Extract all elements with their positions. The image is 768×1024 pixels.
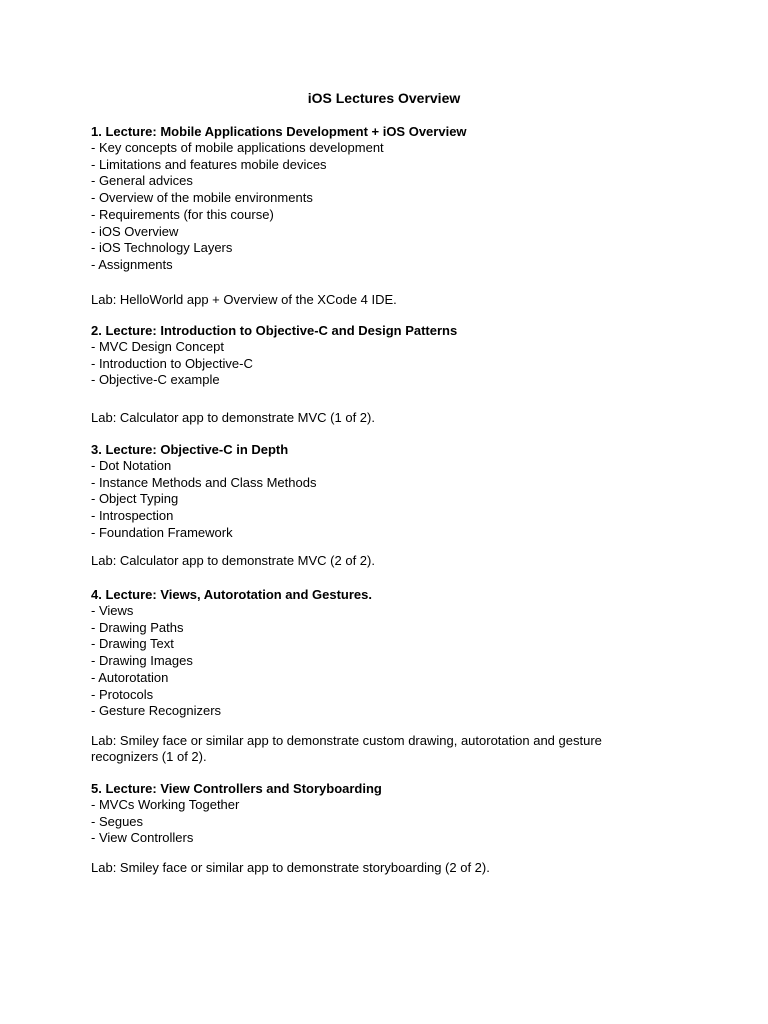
topic-item: - Protocols: [91, 686, 154, 702]
lecture-heading: 4. Lecture: Views, Autorotation and Gestures.: [91, 587, 373, 602]
topic-list: [91, 797, 691, 847]
topic-item: - Objective-C example: [91, 372, 220, 388]
lecture-heading: 3. Lecture: Objective-C in Depth: [91, 442, 289, 457]
topic-item: - Drawing Images: [91, 653, 193, 669]
topic-item: - Gesture Recognizers: [91, 703, 222, 719]
topic-item: - Views: [91, 603, 134, 618]
document-title: iOS Lectures Overview: [307, 90, 461, 106]
topic-item: - MVCs Working Together: [91, 797, 240, 812]
topic-item: - General advices: [91, 173, 193, 189]
topic-item: - Introspection: [91, 508, 174, 524]
lecture-1-section: [91, 123, 691, 274]
topic-item: - Assignments: [91, 256, 173, 272]
topic-list: [91, 339, 691, 389]
topic-list: [91, 603, 691, 720]
lab-note: Lab: Smiley face or similar app to demonstrate storyboarding (2 of 2).: [91, 860, 490, 875]
topic-item: - Requirements (for this course): [91, 206, 274, 222]
lab-note: Lab: HelloWorld app + Overview of the XCode 4 IDE.: [91, 292, 397, 307]
topic-item: - View Controllers: [91, 830, 194, 846]
topic-item: - Overview of the mobile environments: [91, 190, 313, 206]
lecture-2-section: [91, 322, 691, 389]
lecture-3-section: [91, 441, 691, 542]
topic-item: - Segues: [91, 813, 144, 829]
topic-item: - Autorotation: [91, 669, 169, 685]
topic-item: - Foundation Framework: [91, 524, 233, 540]
topic-item: - iOS Technology Layers: [91, 240, 233, 256]
topic-item: - MVC Design Concept: [91, 339, 224, 354]
topic-item: - Key concepts of mobile applications development: [91, 140, 384, 155]
topic-item: - Object Typing: [91, 491, 179, 507]
lab-note: Lab: Calculator app to demonstrate MVC (1 of 2).: [91, 410, 375, 425]
topic-item: - Instance Methods and Class Methods: [91, 474, 317, 490]
lecture-4-section: [91, 586, 691, 720]
topic-list: [91, 140, 691, 274]
lab-note: Lab: Smiley face or similar app to demonstrate custom drawing, autorotation and gesture recognizers (1 of 2).: [91, 733, 602, 764]
topic-item: - Dot Notation: [91, 458, 172, 473]
topic-item: - Limitations and features mobile devices: [91, 156, 327, 172]
lab-note: Lab: Calculator app to demonstrate MVC (2 of 2).: [91, 553, 375, 568]
topic-item: - Introduction to Objective-C: [91, 355, 253, 371]
lecture-5-section: [91, 780, 691, 847]
topic-item: - Drawing Paths: [91, 619, 184, 635]
lecture-heading: 5. Lecture: View Controllers and Storyboarding: [91, 781, 382, 796]
topic-list: [91, 458, 691, 542]
topic-item: - iOS Overview: [91, 223, 179, 239]
lecture-heading: 2. Lecture: Introduction to Objective-C and Design Patterns: [91, 323, 458, 338]
lecture-heading: 1. Lecture: Mobile Applications Development + iOS Overview: [91, 124, 467, 139]
topic-item: - Drawing Text: [91, 636, 174, 652]
